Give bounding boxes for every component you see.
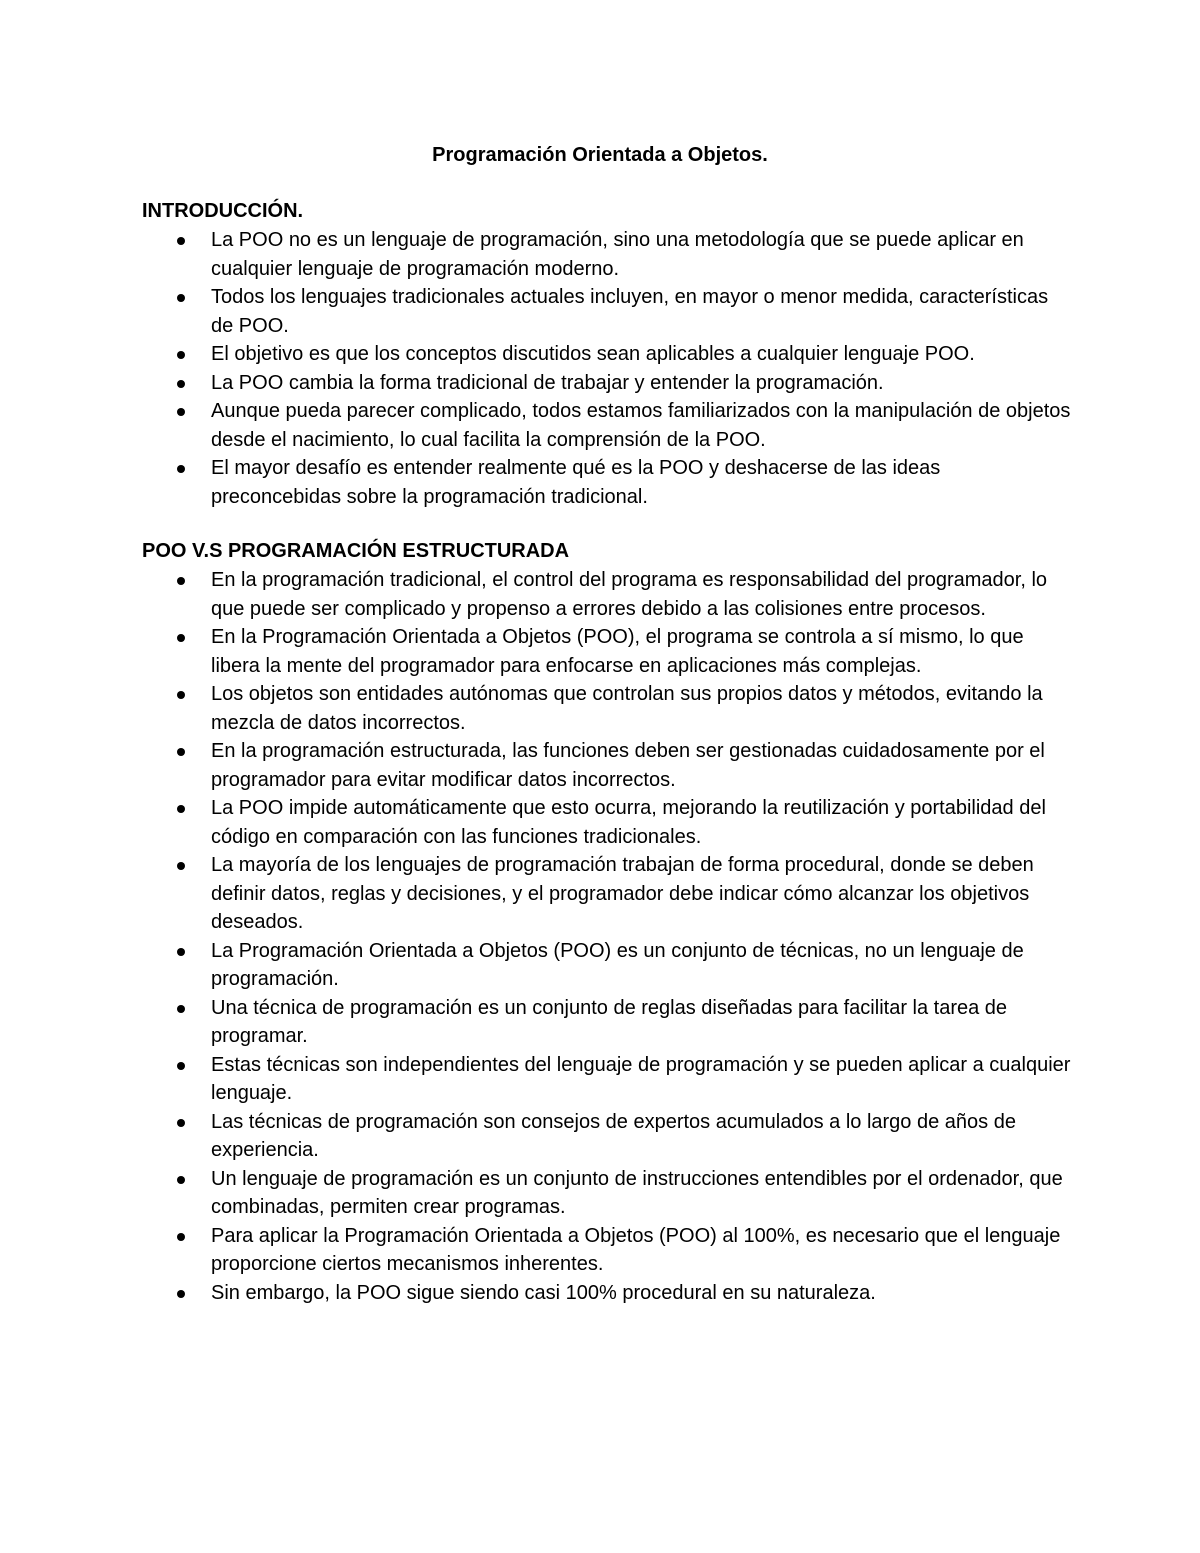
bullet-icon <box>177 862 185 870</box>
bullet-icon <box>177 577 185 585</box>
bullet-icon <box>177 351 185 359</box>
document-title: Programación Orientada a Objetos. <box>432 144 768 166</box>
bullet-icon <box>177 465 185 473</box>
list-item <box>211 737 1071 794</box>
list-item-text: En la programación estructurada, las funciones deben ser gestionadas cuidadosamente por el programador para evitar modificar datos incorrectos. <box>211 740 1045 791</box>
list-item <box>211 1165 1071 1222</box>
list-item-text: El mayor desafío es entender realmente qué es la POO y deshacerse de las ideas preconcebidas sobre la programación tradicional. <box>211 457 941 508</box>
list-item-text: La POO impide automáticamente que esto ocurra, mejorando la reutilización y portabilidad del código en comparación con las funciones tradicionales. <box>211 797 1046 848</box>
bullet-icon <box>177 237 185 245</box>
list-item <box>211 680 1071 737</box>
bullet-icon <box>177 805 185 813</box>
list-item <box>211 851 1071 937</box>
list-item <box>211 1108 1071 1165</box>
list-item-text: Para aplicar la Programación Orientada a Objetos (POO) al 100%, es necesario que el lenguaje proporcione ciertos mecanismos inherentes. <box>211 1224 1061 1275</box>
bullet-icon <box>177 948 185 956</box>
list-item <box>211 397 1071 454</box>
list-item-text: La mayoría de los lenguajes de programación trabajan de forma procedural, donde se deben definir datos, reglas y decisiones, y el programador debe indicar cómo alcanzar los objetivos deseados. <box>211 854 1034 933</box>
list-item <box>211 994 1071 1051</box>
bullet-icon <box>177 691 185 699</box>
bullet-icon <box>177 1119 185 1127</box>
list-item <box>211 340 1071 369</box>
list-item-text: Una técnica de programación es un conjunto de reglas diseñadas para facilitar la tarea de programar. <box>211 996 1008 1047</box>
list-item <box>211 1279 1071 1308</box>
list-item <box>211 1051 1071 1108</box>
list-item-text: Un lenguaje de programación es un conjunto de instrucciones entendibles por el ordenador, que combinadas, permiten crear programas. <box>211 1167 1063 1218</box>
bullet-list-poo-vs-estructurada <box>211 566 1071 1307</box>
list-item-text: El objetivo es que los conceptos discutidos sean aplicables a cualquier lenguaje POO. <box>211 343 975 365</box>
list-item <box>211 283 1071 340</box>
list-item <box>211 454 1071 511</box>
bullet-icon <box>177 1176 185 1184</box>
list-item <box>211 623 1071 680</box>
list-item-text: En la programación tradicional, el control del programa es responsabilidad del programador, lo que puede ser complicado y propenso a errores debido a las colisiones entre procesos. <box>211 569 1048 620</box>
section-heading-introduccion: INTRODUCCIÓN. <box>142 200 304 222</box>
list-item-text: La POO cambia la forma tradicional de trabajar y entender la programación. <box>211 371 884 394</box>
bullet-icon <box>177 380 185 388</box>
list-item-text: Aunque pueda parecer complicado, todos estamos familiarizados con la manipulación de objetos desde el nacimiento, lo cual facilita la comprensión de la POO. <box>211 400 1071 451</box>
bullet-icon <box>177 1005 185 1013</box>
list-item-text: En la Programación Orientada a Objetos (POO), el programa se controla a sí mismo, lo que libera la mente del programador para enfocarse en aplicaciones más complejas. <box>211 626 1024 677</box>
bullet-icon <box>177 1233 185 1241</box>
bullet-icon <box>177 1062 185 1070</box>
list-item-text: Las técnicas de programación son consejos de expertos acumulados a lo largo de años de experiencia. <box>211 1110 1016 1161</box>
bullet-icon <box>177 1290 185 1298</box>
bullet-list-introduccion <box>211 226 1071 511</box>
list-item-text: La POO no es un lenguaje de programación, sino una metodología que se puede aplicar en cualquier lenguaje de programación moderno. <box>211 229 1024 280</box>
list-item <box>211 937 1071 994</box>
list-item <box>211 794 1071 851</box>
list-item-text: Sin embargo, la POO sigue siendo casi 100% procedural en su naturaleza. <box>211 1281 876 1304</box>
bullet-icon <box>177 748 185 756</box>
bullet-icon <box>177 634 185 642</box>
list-item-text: Estas técnicas son independientes del lenguaje de programación y se pueden aplicar a cualquier lenguaje. <box>211 1053 1071 1104</box>
bullet-icon <box>177 294 185 302</box>
bullet-icon <box>177 408 185 416</box>
list-item <box>211 226 1071 283</box>
list-item <box>211 1222 1071 1279</box>
list-item-text: Los objetos son entidades autónomas que controlan sus propios datos y métodos, evitando la mezcla de datos incorrectos. <box>211 683 1043 734</box>
section-heading-poo-vs-estructurada: POO V.S PROGRAMACIÓN ESTRUCTURADA <box>142 540 570 562</box>
list-item <box>211 566 1071 623</box>
list-item <box>211 369 1071 398</box>
list-item-text: Todos los lenguajes tradicionales actuales incluyen, en mayor o menor medida, características de POO. <box>211 286 1049 337</box>
list-item-text: La Programación Orientada a Objetos (POO) es un conjunto de técnicas, no un lenguaje de programación. <box>211 939 1024 990</box>
